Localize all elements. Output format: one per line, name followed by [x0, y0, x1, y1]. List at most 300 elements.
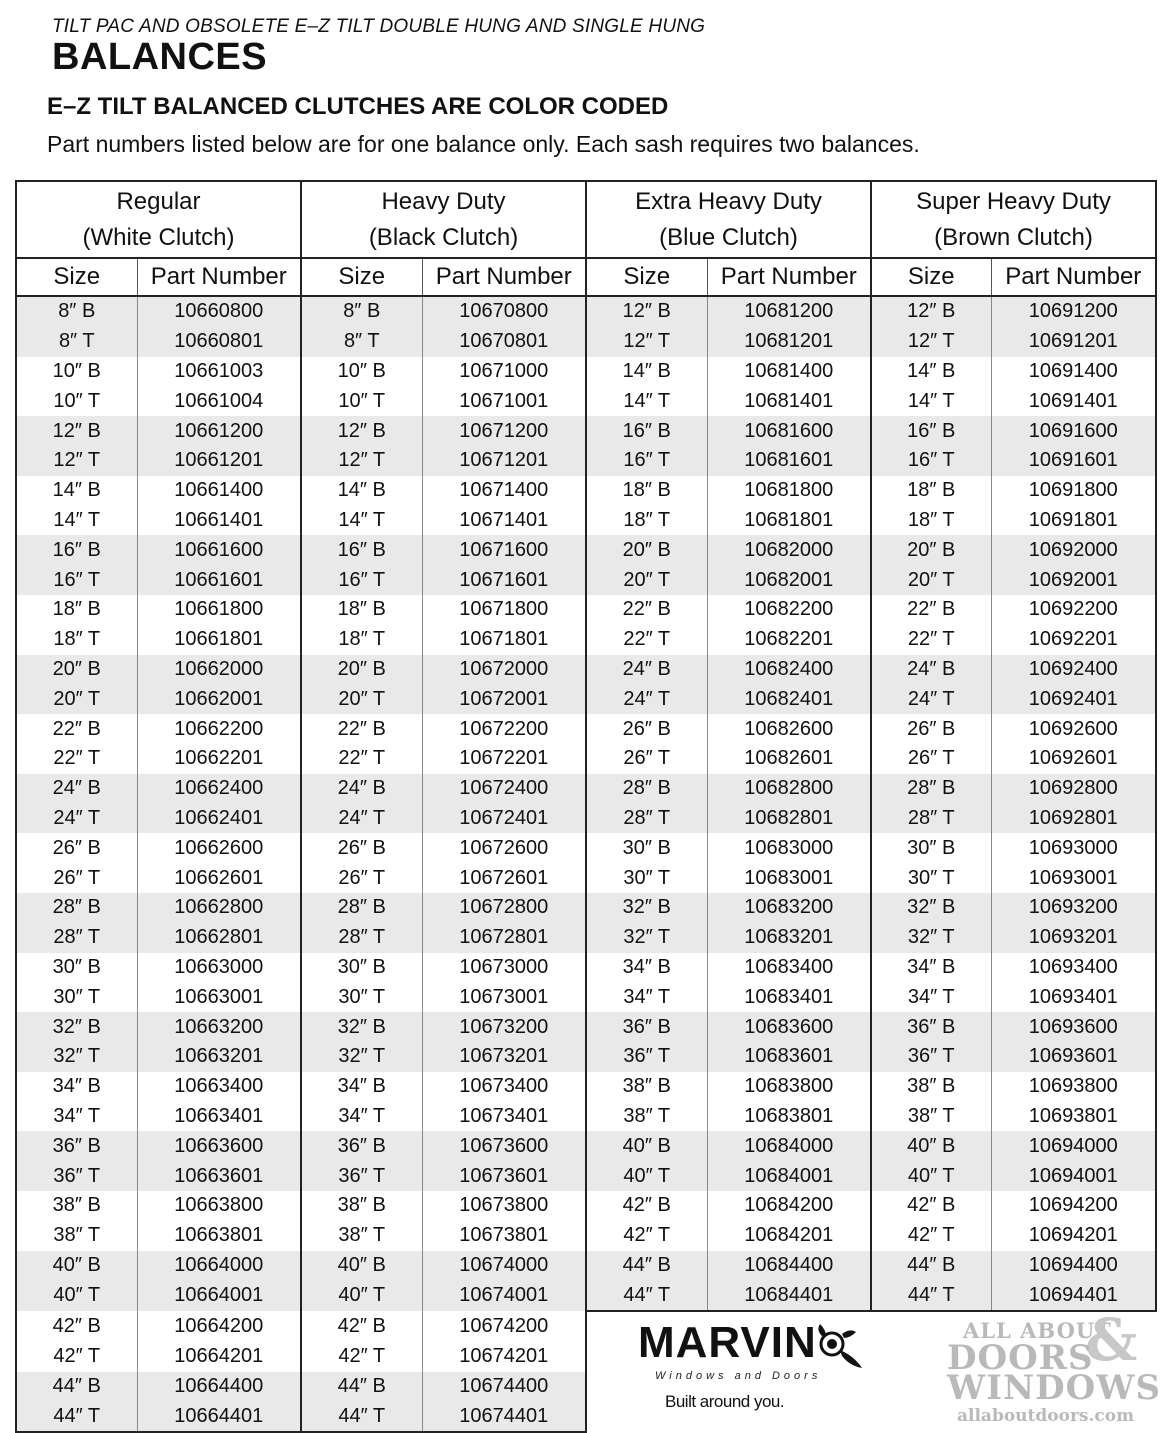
- watermark-line1: ALL ABOUT: [963, 1318, 1112, 1343]
- marvin-logo: [600, 1318, 880, 1428]
- size-cell: 36″ B: [586, 1012, 707, 1042]
- part-number-cell: 10660800: [137, 296, 301, 327]
- part-number-cell: 10681801: [707, 506, 871, 536]
- part-number-cell: 10664400: [137, 1372, 301, 1402]
- part-number-cell: 10673000: [422, 953, 586, 983]
- group-name: Super Heavy Duty: [916, 187, 1111, 215]
- part-number-cell: 10672801: [422, 923, 586, 953]
- size-cell: 42″ B: [586, 1191, 707, 1221]
- table-row: [16, 476, 1156, 506]
- part-number-cell: 10691200: [991, 296, 1156, 327]
- watermark-url: allaboutdoors.com: [957, 1406, 1135, 1426]
- size-cell: 8″ B: [16, 296, 137, 327]
- part-number-cell: 10682000: [707, 535, 871, 565]
- size-cell: 40″ B: [301, 1251, 422, 1281]
- table-row: [16, 386, 1156, 416]
- size-cell: 12″ T: [871, 327, 991, 357]
- part-number-cell: 10682401: [707, 684, 871, 714]
- size-cell: 16″ B: [301, 535, 422, 565]
- marvin-brand: MARVIN: [638, 1318, 817, 1367]
- group-clutch: (Brown Clutch): [934, 223, 1093, 251]
- size-cell: 22″ T: [871, 625, 991, 655]
- part-number-cell: 10661400: [137, 476, 301, 506]
- size-cell: 38″ T: [871, 1102, 991, 1132]
- part-number-cell: 10673401: [422, 1102, 586, 1132]
- table-row: [16, 416, 1156, 446]
- part-number-cell: 10664001: [137, 1280, 301, 1311]
- table-row: [16, 923, 1156, 953]
- part-number-cell: 10682800: [707, 774, 871, 804]
- size-cell: 36″ T: [871, 1042, 991, 1072]
- size-cell: 8″ T: [16, 327, 137, 357]
- size-cell: 42″ B: [871, 1191, 991, 1221]
- size-cell: 18″ T: [16, 625, 137, 655]
- part-number-cell: 10663801: [137, 1221, 301, 1251]
- size-cell: 32″ B: [16, 1012, 137, 1042]
- part-number-cell: 10691201: [991, 327, 1156, 357]
- table-row: [16, 296, 1156, 327]
- part-number-cell: 10694200: [991, 1191, 1156, 1221]
- part-number-cell: 10672201: [422, 744, 586, 774]
- size-cell: 36″ B: [16, 1131, 137, 1161]
- part-number-cell: 10693601: [991, 1042, 1156, 1072]
- size-cell: 18″ B: [871, 476, 991, 506]
- part-number-cell: 10682001: [707, 565, 871, 595]
- part-number-cell: 10671600: [422, 535, 586, 565]
- size-cell: 28″ T: [586, 804, 707, 834]
- table-row: [16, 1280, 1156, 1311]
- table-row: [16, 1012, 1156, 1042]
- part-number-cell: 10663000: [137, 953, 301, 983]
- size-cell: 36″ T: [301, 1161, 422, 1191]
- size-cell: 34″ B: [871, 953, 991, 983]
- part-number-cell: 10674001: [422, 1280, 586, 1311]
- table-row: [16, 893, 1156, 923]
- part-number-cell: 10662201: [137, 744, 301, 774]
- size-cell: 40″ B: [16, 1251, 137, 1281]
- size-cell: 44″ B: [301, 1372, 422, 1402]
- size-cell: 38″ T: [16, 1221, 137, 1251]
- size-cell: 42″ B: [301, 1311, 422, 1342]
- size-cell: 30″ T: [16, 982, 137, 1012]
- size-cell: 16″ B: [586, 416, 707, 446]
- table-row: [16, 446, 1156, 476]
- size-cell: 32″ T: [871, 923, 991, 953]
- size-cell: 12″ B: [871, 296, 991, 327]
- group-clutch: (Black Clutch): [368, 223, 519, 251]
- size-cell: 22″ B: [16, 714, 137, 744]
- part-number-cell: 10664200: [137, 1311, 301, 1342]
- table-row: [16, 744, 1156, 774]
- part-number-cell: 10671400: [422, 476, 586, 506]
- group-name: Regular: [116, 187, 201, 215]
- page-subtitle: TILT PAC AND OBSOLETE E–Z TILT DOUBLE HUNG AND SINGLE HUNG: [52, 16, 706, 37]
- size-cell: 34″ B: [16, 1072, 137, 1102]
- size-cell: 20″ B: [16, 655, 137, 685]
- part-number-cell: 10683600: [707, 1012, 871, 1042]
- part-number-cell: 10692000: [991, 535, 1156, 565]
- part-number-cell: 10694001: [991, 1161, 1156, 1191]
- size-cell: 18″ T: [586, 506, 707, 536]
- part-number-cell: 10692001: [991, 565, 1156, 595]
- part-number-cell: 10661801: [137, 625, 301, 655]
- part-number-cell: 10683401: [707, 982, 871, 1012]
- size-cell: 8″ T: [301, 327, 422, 357]
- size-cell: 14″ B: [871, 357, 991, 387]
- part-number-cell: 10681200: [707, 296, 871, 327]
- size-cell: 18″ B: [586, 476, 707, 506]
- size-cell: 24″ T: [301, 804, 422, 834]
- part-number-cell: 10691601: [991, 446, 1156, 476]
- table-row: [16, 565, 1156, 595]
- group-header-heavy-duty: [301, 181, 586, 258]
- part-number-cell: 10693201: [991, 923, 1156, 953]
- column-header-part-number: Part Number: [991, 258, 1156, 296]
- size-cell: 28″ B: [16, 893, 137, 923]
- size-cell: 12″ B: [16, 416, 137, 446]
- size-cell: 24″ T: [871, 684, 991, 714]
- part-number-cell: 10664201: [137, 1342, 301, 1372]
- part-number-cell: 10662000: [137, 655, 301, 685]
- size-cell: 36″ T: [586, 1042, 707, 1072]
- size-cell: 38″ B: [16, 1191, 137, 1221]
- page-title: BALANCES: [52, 36, 268, 78]
- size-cell: 38″ B: [871, 1072, 991, 1102]
- part-number-cell: 10671000: [422, 357, 586, 387]
- part-number-cell: 10682201: [707, 625, 871, 655]
- part-number-cell: 10673801: [422, 1221, 586, 1251]
- part-number-cell: 10682400: [707, 655, 871, 685]
- part-number-cell: 10664000: [137, 1251, 301, 1281]
- size-cell: 30″ B: [871, 833, 991, 863]
- part-number-cell: 10691800: [991, 476, 1156, 506]
- part-number-cell: 10672400: [422, 774, 586, 804]
- size-cell: 40″ B: [871, 1131, 991, 1161]
- table-row: [16, 774, 1156, 804]
- table-row: [16, 714, 1156, 744]
- part-number-cell: 10660801: [137, 327, 301, 357]
- size-cell: 40″ T: [871, 1161, 991, 1191]
- size-cell: 32″ T: [301, 1042, 422, 1072]
- size-cell: 22″ T: [301, 744, 422, 774]
- size-cell: 30″ B: [16, 953, 137, 983]
- part-number-cell: 10663800: [137, 1191, 301, 1221]
- size-cell: 16″ T: [301, 565, 422, 595]
- part-number-cell: 10692800: [991, 774, 1156, 804]
- part-number-cell: 10661401: [137, 506, 301, 536]
- column-header-size: Size: [301, 258, 422, 296]
- size-cell: 14″ B: [301, 476, 422, 506]
- part-number-cell: 10692400: [991, 655, 1156, 685]
- part-number-cell: 10671401: [422, 506, 586, 536]
- size-cell: 40″ T: [586, 1161, 707, 1191]
- part-number-cell: 10682601: [707, 744, 871, 774]
- size-cell: 18″ T: [301, 625, 422, 655]
- size-cell: 20″ T: [16, 684, 137, 714]
- table-row: [16, 655, 1156, 685]
- size-cell: 20″ T: [871, 565, 991, 595]
- part-number-cell: 10683801: [707, 1102, 871, 1132]
- size-cell: 22″ B: [871, 595, 991, 625]
- size-cell: 24″ T: [16, 804, 137, 834]
- size-cell: 28″ T: [871, 804, 991, 834]
- size-cell: 30″ T: [301, 982, 422, 1012]
- part-number-cell: 10662800: [137, 893, 301, 923]
- part-number-cell: 10672401: [422, 804, 586, 834]
- part-number-cell: 10672800: [422, 893, 586, 923]
- size-cell: 34″ T: [301, 1102, 422, 1132]
- part-number-cell: 10681600: [707, 416, 871, 446]
- part-number-cell: 10661201: [137, 446, 301, 476]
- size-cell: 14″ T: [871, 386, 991, 416]
- size-cell: 18″ B: [301, 595, 422, 625]
- part-number-cell: 10682801: [707, 804, 871, 834]
- watermark-logo: [945, 1306, 1165, 1428]
- part-number-cell: 10684400: [707, 1251, 871, 1281]
- table-row: [16, 1042, 1156, 1072]
- table-row: [16, 804, 1156, 834]
- part-number-cell: 10694201: [991, 1221, 1156, 1251]
- part-number-cell: 10671001: [422, 386, 586, 416]
- size-cell: 44″ B: [871, 1251, 991, 1281]
- column-header-part-number: Part Number: [137, 258, 301, 296]
- table-row: [16, 1102, 1156, 1132]
- size-cell: 22″ B: [301, 714, 422, 744]
- group-clutch: (White Clutch): [82, 223, 235, 251]
- size-cell: 30″ B: [301, 953, 422, 983]
- part-number-cell: 10663201: [137, 1042, 301, 1072]
- size-cell: 44″ T: [301, 1401, 422, 1432]
- size-cell: 10″ B: [301, 357, 422, 387]
- part-number-cell: 10693801: [991, 1102, 1156, 1132]
- size-cell: 44″ T: [586, 1280, 707, 1311]
- size-cell: 44″ T: [16, 1401, 137, 1432]
- table-row: [16, 595, 1156, 625]
- size-cell: 38″ T: [586, 1102, 707, 1132]
- part-number-cell: 10672601: [422, 863, 586, 893]
- part-number-cell: 10664401: [137, 1401, 301, 1432]
- size-cell: 34″ T: [16, 1102, 137, 1132]
- part-number-cell: 10673001: [422, 982, 586, 1012]
- size-cell: 34″ T: [871, 982, 991, 1012]
- size-cell: 12″ T: [16, 446, 137, 476]
- size-cell: 42″ T: [871, 1221, 991, 1251]
- part-number-cell: 10683200: [707, 893, 871, 923]
- size-cell: 26″ B: [871, 714, 991, 744]
- size-cell: 22″ T: [16, 744, 137, 774]
- size-cell: 14″ B: [16, 476, 137, 506]
- size-cell: 26″ T: [586, 744, 707, 774]
- size-cell: 44″ T: [871, 1280, 991, 1311]
- size-cell: 12″ T: [586, 327, 707, 357]
- table-row: [16, 327, 1156, 357]
- size-cell: 28″ T: [301, 923, 422, 953]
- part-number-cell: 10683601: [707, 1042, 871, 1072]
- part-number-cell: 10683800: [707, 1072, 871, 1102]
- size-cell: 42″ T: [586, 1221, 707, 1251]
- size-cell: 24″ B: [871, 655, 991, 685]
- part-number-cell: 10684401: [707, 1280, 871, 1311]
- part-number-cell: 10694401: [991, 1280, 1156, 1311]
- size-cell: 16″ B: [16, 535, 137, 565]
- size-cell: 40″ T: [301, 1280, 422, 1311]
- balances-table-container: [15, 180, 1155, 1433]
- size-cell: 26″ B: [301, 833, 422, 863]
- part-number-cell: 10674401: [422, 1401, 586, 1432]
- part-number-cell: 10694000: [991, 1131, 1156, 1161]
- watermark-line3: WINDOWS: [947, 1368, 1162, 1408]
- part-number-cell: 10692600: [991, 714, 1156, 744]
- table-row: [16, 357, 1156, 387]
- size-cell: 20″ B: [871, 535, 991, 565]
- part-number-cell: 10673800: [422, 1191, 586, 1221]
- table-row: [16, 1131, 1156, 1161]
- part-number-cell: 10692801: [991, 804, 1156, 834]
- part-number-cell: 10684001: [707, 1161, 871, 1191]
- size-cell: 18″ T: [871, 506, 991, 536]
- size-cell: 30″ B: [586, 833, 707, 863]
- part-number-cell: 10693200: [991, 893, 1156, 923]
- column-header-part-number: Part Number: [707, 258, 871, 296]
- size-cell: 30″ T: [586, 863, 707, 893]
- part-number-cell: 10681401: [707, 386, 871, 416]
- size-cell: 14″ T: [301, 506, 422, 536]
- part-number-cell: 10661003: [137, 357, 301, 387]
- group-header-extra-heavy-duty: [586, 181, 871, 258]
- size-cell: 34″ T: [586, 982, 707, 1012]
- part-number-cell: 10663400: [137, 1072, 301, 1102]
- part-number-cell: 10662400: [137, 774, 301, 804]
- part-number-cell: 10674400: [422, 1372, 586, 1402]
- size-cell: 22″ T: [586, 625, 707, 655]
- part-number-cell: 10693800: [991, 1072, 1156, 1102]
- part-number-cell: 10694400: [991, 1251, 1156, 1281]
- part-number-cell: 10692201: [991, 625, 1156, 655]
- part-number-cell: 10684200: [707, 1191, 871, 1221]
- section-heading: E–Z TILT BALANCED CLUTCHES ARE COLOR CODED: [47, 93, 669, 120]
- part-number-cell: 10673601: [422, 1161, 586, 1191]
- size-cell: 16″ T: [871, 446, 991, 476]
- part-number-cell: 10681800: [707, 476, 871, 506]
- table-row: [16, 833, 1156, 863]
- part-number-cell: 10671800: [422, 595, 586, 625]
- column-header-part-number: Part Number: [422, 258, 586, 296]
- size-cell: 20″ T: [301, 684, 422, 714]
- table-body: [16, 296, 1156, 1432]
- part-number-cell: 10683000: [707, 833, 871, 863]
- part-number-cell: 10673400: [422, 1072, 586, 1102]
- group-clutch: (Blue Clutch): [659, 223, 798, 251]
- table-row: [16, 684, 1156, 714]
- size-cell: 12″ B: [301, 416, 422, 446]
- part-number-cell: 10674201: [422, 1342, 586, 1372]
- size-cell: 42″ T: [301, 1342, 422, 1372]
- table-row: [16, 1251, 1156, 1281]
- part-number-cell: 10693000: [991, 833, 1156, 863]
- size-cell: 38″ B: [301, 1191, 422, 1221]
- part-number-cell: 10693001: [991, 863, 1156, 893]
- marvin-tagline: Built around you.: [665, 1392, 785, 1411]
- size-cell: 26″ T: [16, 863, 137, 893]
- size-cell: 44″ B: [16, 1372, 137, 1402]
- part-number-cell: 10661004: [137, 386, 301, 416]
- column-header-row: [16, 258, 1156, 296]
- part-number-cell: 10671200: [422, 416, 586, 446]
- size-cell: 18″ B: [16, 595, 137, 625]
- size-cell: 14″ T: [586, 386, 707, 416]
- part-number-cell: 10683201: [707, 923, 871, 953]
- column-header-size: Size: [16, 258, 137, 296]
- size-cell: 24″ B: [586, 655, 707, 685]
- size-cell: 12″ B: [586, 296, 707, 327]
- group-name: Heavy Duty: [381, 187, 506, 215]
- size-cell: 24″ B: [16, 774, 137, 804]
- rose-icon: [810, 1322, 870, 1372]
- table-row: [16, 506, 1156, 536]
- size-cell: 16″ T: [586, 446, 707, 476]
- table-row: [16, 863, 1156, 893]
- table-row: [16, 982, 1156, 1012]
- part-number-cell: 10663200: [137, 1012, 301, 1042]
- table-row: [16, 535, 1156, 565]
- part-number-cell: 10681201: [707, 327, 871, 357]
- size-cell: 16″ B: [871, 416, 991, 446]
- part-number-cell: 10673201: [422, 1042, 586, 1072]
- part-number-cell: 10682600: [707, 714, 871, 744]
- table-row: [16, 1221, 1156, 1251]
- group-header-super-heavy-duty: [871, 181, 1156, 258]
- size-cell: 32″ B: [586, 893, 707, 923]
- part-number-cell: 10693600: [991, 1012, 1156, 1042]
- part-number-cell: 10662401: [137, 804, 301, 834]
- size-cell: 42″ T: [16, 1342, 137, 1372]
- part-number-cell: 10670801: [422, 327, 586, 357]
- part-number-cell: 10674200: [422, 1311, 586, 1342]
- table-row: [16, 1161, 1156, 1191]
- watermark-line2: DOORS: [947, 1338, 1094, 1378]
- part-number-cell: 10691600: [991, 416, 1156, 446]
- part-number-cell: 10692200: [991, 595, 1156, 625]
- size-cell: 28″ T: [16, 923, 137, 953]
- size-cell: 36″ B: [301, 1131, 422, 1161]
- column-header-size: Size: [586, 258, 707, 296]
- size-cell: 28″ B: [871, 774, 991, 804]
- balances-table: [15, 180, 1157, 1433]
- group-header-row: [16, 181, 1156, 258]
- marvin-subtext: Windows and Doors: [655, 1370, 822, 1382]
- part-number-cell: 10692601: [991, 744, 1156, 774]
- size-cell: 32″ T: [16, 1042, 137, 1072]
- size-cell: 40″ B: [586, 1131, 707, 1161]
- size-cell: 30″ T: [871, 863, 991, 893]
- table-row: [16, 625, 1156, 655]
- part-number-cell: 10691401: [991, 386, 1156, 416]
- size-cell: 34″ B: [301, 1072, 422, 1102]
- part-number-cell: 10691400: [991, 357, 1156, 387]
- part-number-cell: 10681601: [707, 446, 871, 476]
- part-number-cell: 10673200: [422, 1012, 586, 1042]
- size-cell: 32″ B: [871, 893, 991, 923]
- size-cell: 8″ B: [301, 296, 422, 327]
- part-number-cell: 10692401: [991, 684, 1156, 714]
- size-cell: 10″ T: [16, 386, 137, 416]
- size-cell: 12″ T: [301, 446, 422, 476]
- part-number-cell: 10661601: [137, 565, 301, 595]
- watermark-ampersand: &: [1085, 1306, 1138, 1374]
- size-cell: 40″ T: [16, 1280, 137, 1311]
- part-number-cell: 10672200: [422, 714, 586, 744]
- size-cell: 10″ T: [301, 386, 422, 416]
